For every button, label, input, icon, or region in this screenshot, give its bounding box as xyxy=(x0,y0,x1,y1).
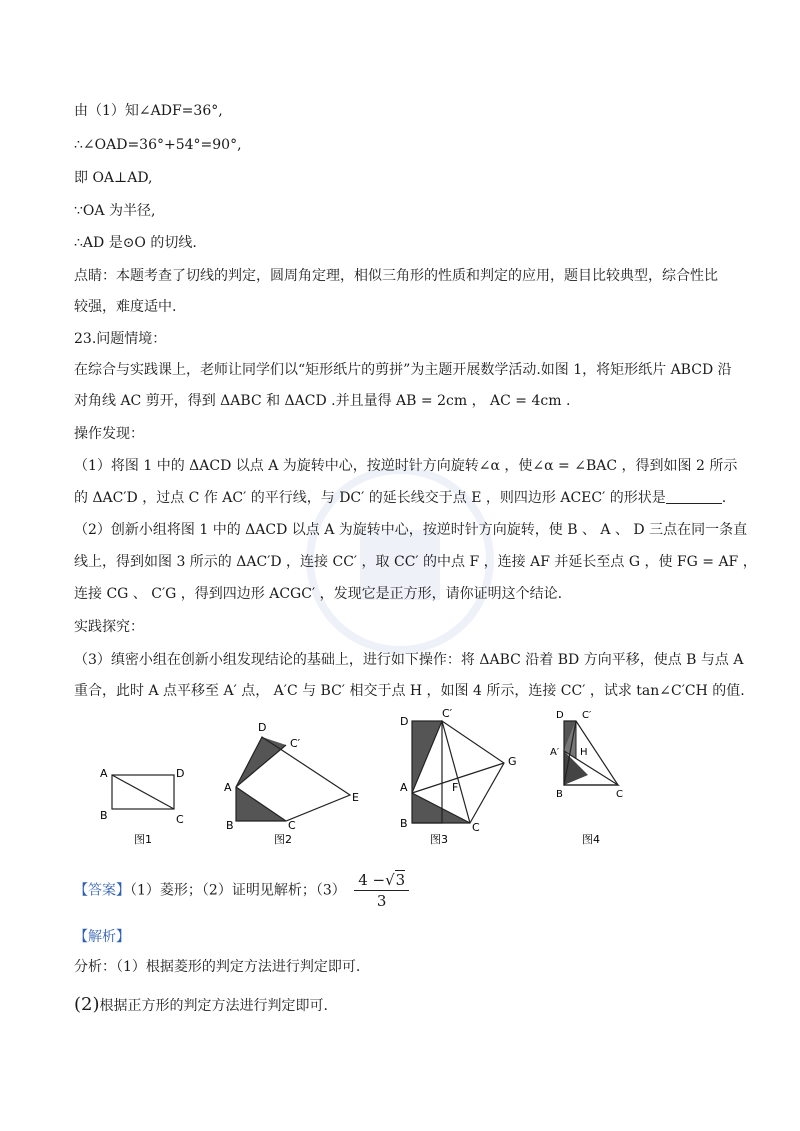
commentary-line: 较强，难度适中. xyxy=(74,299,177,315)
fig4-label-C-prime: C′ xyxy=(582,710,592,721)
answer-fraction xyxy=(354,870,409,911)
section-heading: 操作发现： xyxy=(74,426,144,442)
fig3-label-F: F xyxy=(452,781,459,794)
text-segment: 的 ΔAC′D ，过点 C 作 AC′ 的平行线，与 DC′ 的延长线交于点 E ，则四边形 ACEC′ 的形状是 xyxy=(74,490,666,506)
answer-tag: 【答案】 xyxy=(74,882,130,899)
sqrt-radicand: 3 xyxy=(395,871,406,889)
fig3-label-A: A xyxy=(400,781,408,794)
text-line: 即 OA⊥AD, xyxy=(74,170,153,186)
sqrt-sign: √ xyxy=(385,871,395,889)
fig1-label-D: D xyxy=(176,767,185,780)
commentary-line: 点睛：本题考查了切线的判定，圆周角定理，相似三角形的性质和判定的应用，题目比较典型，综合性比 xyxy=(74,268,718,284)
problem-text: （3）缜密小组在创新小组发现结论的基础上，进行如下操作：将 ΔABC 沿着 BD 方向平移，使点 B 与点 A xyxy=(74,652,744,668)
fig3-label-C-prime: C′ xyxy=(442,707,453,720)
fig2-caption: 图2 xyxy=(274,833,292,846)
fig4-caption: 图4 xyxy=(582,833,600,846)
fig3-label-B: B xyxy=(400,817,408,830)
problem-text: （2）创新小组将图 1 中的 ΔACD 以点 A 为旋转中心，按逆时针方向旋转，使 B 、 A 、 D 三点在同一条直 xyxy=(74,522,748,538)
answer-text: （1）菱形；（2）证明见解析；（3） xyxy=(130,882,346,899)
fig2-label-D: D xyxy=(258,721,267,734)
answer-blank xyxy=(666,489,722,504)
fig1-label-C: C xyxy=(176,813,184,826)
fig4-label-C: C xyxy=(616,789,623,800)
problem-text: 重合，此时 A 点平移至 A′ 点， A′C 与 BC′ 相交于点 H ，如图 4 所示，连接 CC′ ，试求 tan∠C′CH 的值. xyxy=(74,683,745,699)
fig3-caption: 图3 xyxy=(430,833,448,846)
fig2-label-C: C xyxy=(288,819,296,832)
analysis-text: 根据正方形的判定方法进行判定即可. xyxy=(99,998,328,1014)
problem-text: 在综合与实践课上，老师让同学们以“矩形纸片的剪拼”为主题开展数学活动.如图 1，将矩形纸片 ABCD 沿 xyxy=(74,362,732,378)
problem-text: 线上，得到如图 3 所示的 ΔAC′D ，连接 CC′ ，取 CC′ 的中点 F ，连接 AF 并延长至点 G ，使 FG = AF ， xyxy=(74,554,757,570)
problem-text: 对角线 AC 剪开，得到 ΔABC 和 ΔACD .并且量得 AB = 2cm ， AC = 4cm . xyxy=(74,393,571,409)
fig4-label-D: D xyxy=(556,710,564,721)
fig4-label-H: H xyxy=(580,747,588,758)
figure-3 xyxy=(400,707,517,846)
problem-text xyxy=(74,488,734,508)
fig3-label-G: G xyxy=(508,755,517,768)
answer-line xyxy=(74,870,734,920)
text-segment: . xyxy=(721,490,727,506)
fig1-label-A: A xyxy=(100,767,108,780)
analysis-line: 分析：（1）根据菱形的判定方法进行判定即可. xyxy=(74,959,361,975)
problem-text: （1）将图 1 中的 ΔACD 以点 A 为旋转中心，按逆时针方向旋转∠α ，使∠α = ∠BAC ，得到如图 2 所示 xyxy=(74,458,738,474)
question-number: 23.问题情境： xyxy=(74,331,167,347)
text-line: 由（1）知∠ADF=36°, xyxy=(74,103,223,119)
figure-2 xyxy=(224,721,359,846)
problem-text: 连接 CG 、 C′G ，得到四边形 ACGC′ ，发现它是正方形，请你证明这个结论. xyxy=(74,586,563,602)
fig3-label-D: D xyxy=(400,715,409,728)
figure-4 xyxy=(550,710,623,846)
analysis-line xyxy=(74,995,734,1016)
fig4-label-A-prime: A′ xyxy=(550,747,560,758)
text-line: ∴∠OAD=36°+54°=90°, xyxy=(74,137,242,153)
fig2-label-B: B xyxy=(226,819,234,832)
fig2-label-C-prime: C′ xyxy=(290,737,301,750)
item-number: (2) xyxy=(74,994,100,1015)
numerator-part: 4 − xyxy=(358,871,386,889)
figure-1 xyxy=(100,767,184,846)
analysis-tag: 【解析】 xyxy=(74,929,130,945)
section-heading: 实践探究： xyxy=(74,619,144,635)
text-line: ∵OA 为半径, xyxy=(74,203,156,219)
fraction-numerator xyxy=(354,870,409,891)
fig2-label-A: A xyxy=(224,781,232,794)
fig3-label-C: C xyxy=(472,821,480,834)
fraction-denominator: 3 xyxy=(376,892,387,910)
fig4-label-B: B xyxy=(556,789,563,800)
fig1-label-B: B xyxy=(100,809,108,822)
text-line: ∴AD 是⊙O 的切线. xyxy=(74,235,197,251)
fig1-caption: 图1 xyxy=(134,833,152,846)
figures-area xyxy=(90,705,650,850)
fig2-label-E: E xyxy=(352,791,359,804)
